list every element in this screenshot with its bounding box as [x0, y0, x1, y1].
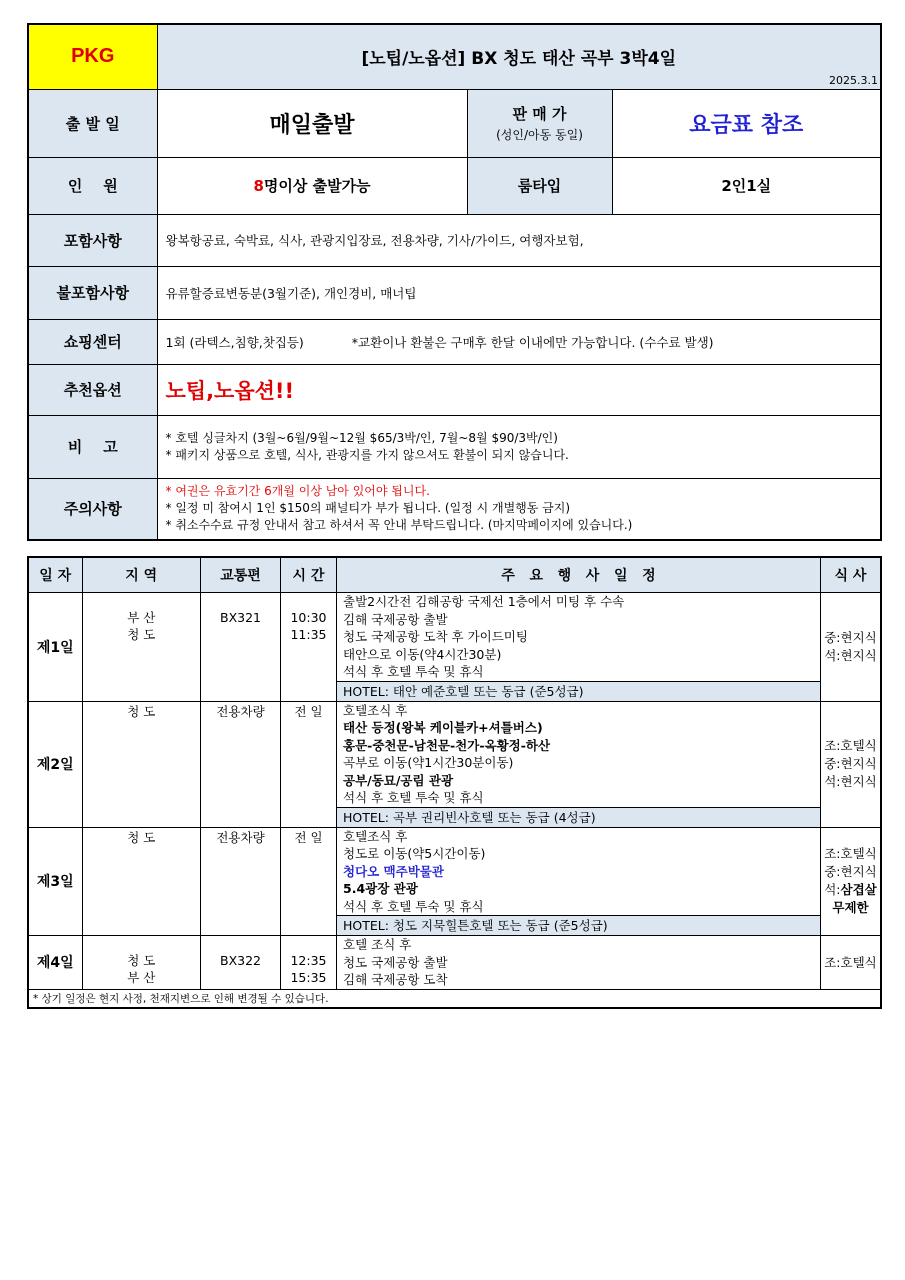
hotel-info: HOTEL: 청도 지묵힐튼호텔 또는 동급 (준5성급): [337, 915, 820, 935]
meals-cell: [821, 936, 882, 990]
region-cell: [82, 827, 201, 936]
title-cell: [157, 24, 881, 89]
schedule-line: 석식 후 호텔 투숙 및 휴식: [343, 790, 484, 805]
meal: 중:현지식: [824, 629, 877, 645]
meal: 조:호텔식: [824, 846, 877, 862]
meal: 조:호텔식: [824, 738, 877, 753]
transport: BX322: [201, 936, 281, 990]
meals-cell: [821, 701, 882, 827]
region-cell: [82, 701, 201, 827]
meal: 석:: [824, 882, 841, 898]
room-label: 룸타입: [467, 157, 612, 214]
schedule-line: 홍문-중천문-남천문-천가-옥황정-하산: [343, 737, 551, 753]
transport: BX321: [201, 593, 281, 702]
itinerary-row-day1: [28, 593, 881, 702]
meal-dinner: [821, 881, 880, 917]
itinerary-footnote: * 상기 일정은 현지 사정, 천재지변으로 인해 변경될 수 있습니다.: [28, 989, 881, 1008]
caution-line: * 취소수수료 규정 안내서 참고 하셔서 꼭 안내 부탁드립니다. (마지막페이지에 있습니다.): [165, 518, 633, 533]
day-label: 제3일: [28, 827, 82, 936]
transport: 전용차량: [201, 827, 281, 936]
schedule-line: 호텔조식 후: [343, 702, 408, 718]
time-cell: [281, 936, 337, 990]
meals-cell: [821, 593, 882, 702]
schedule-line: 호텔조식 후: [343, 828, 408, 844]
region: 청 도: [127, 829, 156, 845]
shopping-note: *교환이나 환불은 구매후 한달 이내에만 가능합니다. (수수료 발생): [351, 334, 714, 350]
people-count: 8: [253, 177, 264, 195]
remarks-label: 비 고: [28, 415, 157, 478]
time: 11:35: [290, 627, 327, 642]
schedule-line: 청도로 이동(약5시간이동): [343, 846, 486, 861]
package-info-table: [27, 23, 882, 541]
remarks-line: * 호텔 싱글차지 (3월~6월/9월~12월 $65/3박/인, 7월~8월 $90/3박/인): [165, 430, 558, 445]
caution-cell: [157, 478, 881, 540]
hotel-info: HOTEL: 곡부 권리빈사호텔 또는 동급 (4성급): [337, 807, 820, 827]
shopping-cell: [157, 319, 881, 364]
header-schedule: 주 요 행 사 일 정: [337, 557, 821, 593]
schedule-cell: [337, 827, 821, 936]
excluded-label: 불포함사항: [28, 266, 157, 319]
price-label: 판 매 가: [512, 105, 567, 123]
people-value-cell: [157, 157, 467, 214]
package-title: [노팁/노옵션] BX 청도 태산 곡부 3박4일: [361, 49, 677, 70]
option-value: 노팁,노옵션!!: [157, 364, 881, 415]
itinerary-table: [27, 556, 882, 1009]
schedule-line: 김해 국제공항 도착: [343, 972, 448, 987]
schedule-line: 출발2시간전 김해공항 국제선 1층에서 미팅 후 수속: [343, 594, 625, 609]
schedule-cell: [337, 593, 821, 702]
meal: 석:현지식: [824, 647, 877, 663]
header-time: 시 간: [281, 557, 337, 593]
hotel-info: HOTEL: 태안 예준호텔 또는 동급 (준5성급): [337, 681, 820, 701]
included-value: 왕복항공료, 숙박료, 식사, 관광지입장료, 전용차량, 기사/가이드, 여행자보험,: [157, 214, 881, 266]
schedule-line: 태안으로 이동(약4시간30분): [343, 646, 502, 662]
shopping-value: 1회 (라텍스,침향,찻집등): [165, 334, 304, 350]
region-cell: [82, 936, 201, 990]
region: 부 산: [127, 610, 156, 625]
remarks-cell: [157, 415, 881, 478]
region: 청 도: [127, 953, 156, 968]
meal: 조:호텔식: [824, 955, 877, 970]
caution-line: * 일정 미 참여시 1인 $150의 패널티가 부가 됩니다. (일정 시 개별행동 금지): [165, 501, 571, 516]
departure-value: 매일출발: [157, 89, 467, 157]
included-label: 포함사항: [28, 214, 157, 266]
day-label: 제1일: [28, 593, 82, 702]
itinerary-row-day3: [28, 827, 881, 936]
itinerary-row-day4: [28, 936, 881, 990]
pkg-badge: PKG: [28, 24, 157, 89]
departure-label: 출 발 일: [28, 89, 157, 157]
region: 청 도: [127, 627, 156, 642]
schedule-cell: [337, 936, 821, 990]
schedule-line: 석식 후 호텔 투숙 및 휴식: [343, 664, 484, 679]
people-value: 명이상 출발가능: [263, 177, 371, 195]
time-cell: [281, 593, 337, 702]
price-label-cell: [467, 89, 612, 157]
schedule-line: 청도 국제공항 출발: [343, 954, 448, 970]
people-label: 인 원: [28, 157, 157, 214]
time: 전 일: [281, 827, 337, 936]
meals-cell: [821, 827, 882, 936]
transport: 전용차량: [201, 701, 281, 827]
schedule-line: 곡부로 이동(약1시간30분이동): [343, 755, 514, 770]
region: 부 산: [127, 970, 156, 985]
caution-label: 주의사항: [28, 478, 157, 540]
meal: 중:현지식: [824, 756, 877, 771]
time: 15:35: [290, 970, 327, 985]
schedule-line: 김해 국제공항 출발: [343, 611, 448, 627]
header-meals: 식 사: [821, 557, 882, 593]
time: 10:30: [290, 610, 327, 625]
schedule-line: 청도 국제공항 도착 후 가이드미팅: [343, 629, 528, 644]
shopping-label: 쇼핑센터: [28, 319, 157, 364]
document-date: 2025.3.1: [829, 73, 878, 87]
header-day: 일 자: [28, 557, 82, 593]
caution-line: * 여권은 유효기간 6개월 이상 남아 있어야 됩니다.: [165, 484, 430, 499]
meal: 석:현지식: [824, 774, 877, 789]
schedule-line: 5.4광장 관광: [343, 881, 418, 896]
schedule-line: 청다오 맥주박물관: [343, 863, 444, 879]
room-value: 2인1실: [612, 157, 881, 214]
meal-highlight: 삼겹살무제한: [832, 882, 877, 916]
schedule-line: 공부/동묘/공림 관광: [343, 772, 454, 788]
time: 12:35: [290, 953, 327, 968]
schedule-line: 태산 등정(왕복 케이블카+셔틀버스): [343, 720, 543, 735]
option-label: 추천옵션: [28, 364, 157, 415]
schedule-line: 석식 후 호텔 투숙 및 휴식: [343, 898, 484, 914]
time: 전 일: [281, 701, 337, 827]
day-label: 제2일: [28, 701, 82, 827]
price-value: 요금표 참조: [612, 89, 881, 157]
itinerary-row-day2: [28, 701, 881, 827]
remarks-line: * 패키지 상품으로 호텔, 식사, 관광지를 가지 않으셔도 환불이 되지 않습니다.: [165, 447, 569, 462]
header-region: 지 역: [82, 557, 201, 593]
day-label: 제4일: [28, 936, 82, 990]
schedule-cell: [337, 701, 821, 827]
schedule-line: 호텔 조식 후: [343, 937, 412, 952]
region: 청 도: [127, 703, 156, 719]
excluded-value: 유류할증료변동분(3월기준), 개인경비, 매너팁: [157, 266, 881, 319]
meal: 중:현지식: [824, 864, 877, 880]
region-cell: [82, 593, 201, 702]
price-note: (성인/아동 동일): [496, 128, 583, 142]
header-transport: 교통편: [201, 557, 281, 593]
